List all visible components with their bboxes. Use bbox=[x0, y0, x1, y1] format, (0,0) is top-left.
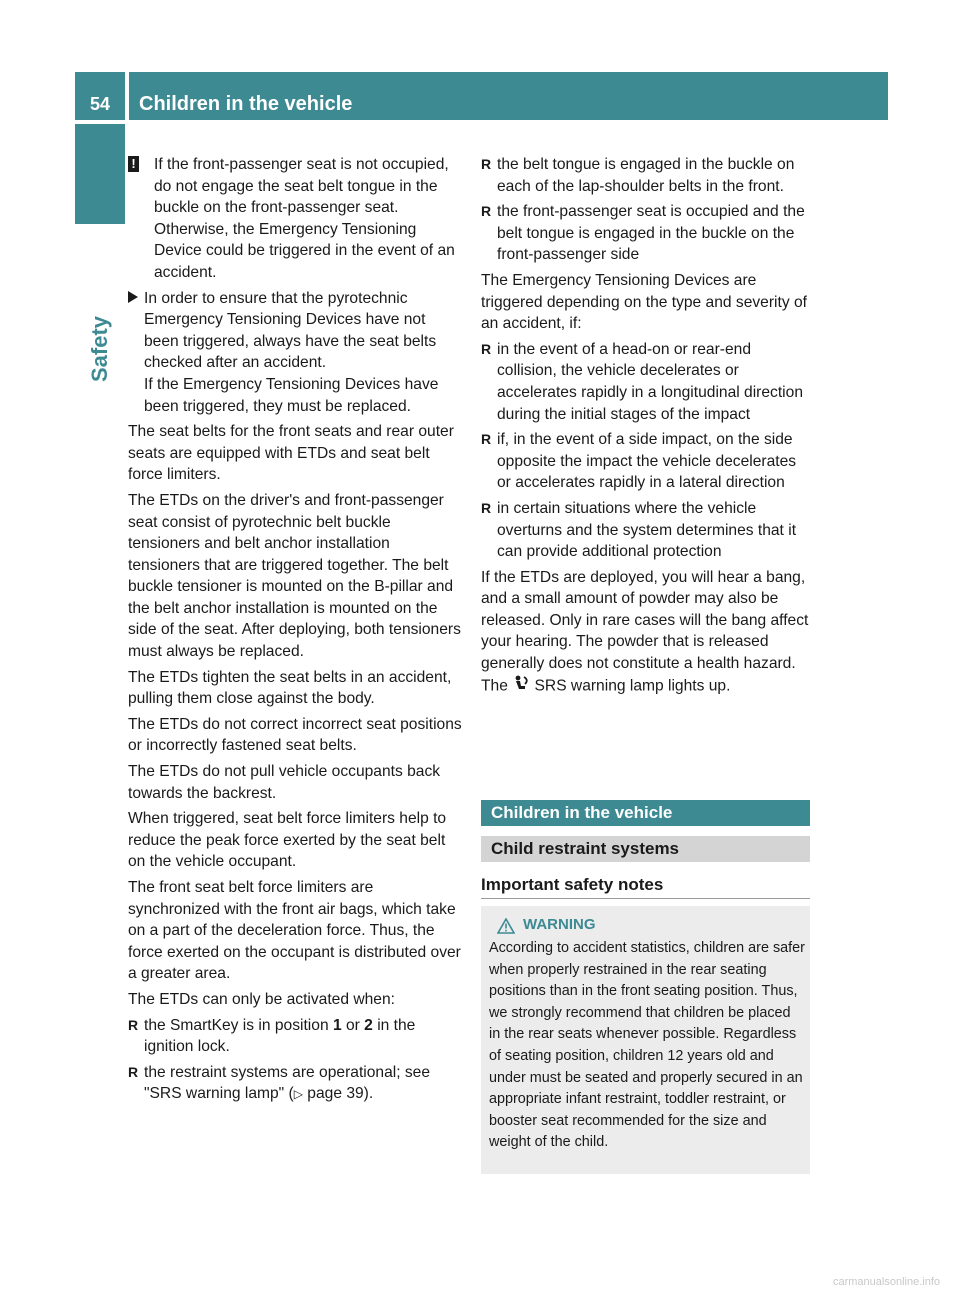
bullet-marker: R bbox=[481, 431, 492, 448]
list-item bbox=[481, 339, 814, 425]
bullet-text: in the event of a head-on or rear-end collision, the vehicle decelerates or accelerates rapidly in a longitudinal direction during the initial stages of the impact bbox=[497, 340, 803, 423]
paragraph bbox=[481, 567, 814, 698]
paragraph: The ETDs tighten the seat belts in an accident, pulling them close against the body. bbox=[128, 668, 452, 708]
page-header bbox=[75, 72, 888, 120]
bullet-marker: R bbox=[128, 1016, 139, 1033]
warning-box bbox=[481, 906, 810, 1174]
header-separator bbox=[125, 72, 129, 120]
paragraph: The front seat belt force limiters are synchronized with the front air bags, which take on a part of the deceleration force. Thus, the force exerted on the occupant is distributed over a greater area. bbox=[128, 879, 461, 983]
page-reference-arrow-icon: ▷ bbox=[293, 1087, 303, 1102]
watermark: carmanualsonline.info bbox=[832, 1276, 940, 1288]
warning-text: According to accident statistics, children are safer when properly restrained in the rear seating positions than in the front seating position. Thus, we strongly recommend that children be placed in the rear seats whenever possible. Regardless of seating position, children 12 years old and under must be seated and properly secured in an appropriate infant restraint, toddler restraint, or booster seat recommended for the size and weight of the child. bbox=[489, 940, 805, 1151]
list-item bbox=[481, 429, 814, 494]
step-text-2: If the Emergency Tensioning Devices have been triggered, they must be replaced. bbox=[144, 375, 439, 415]
subsection-heading-child-restraint: Child restraint systems bbox=[481, 836, 810, 862]
page-reference-link[interactable]: page 39). bbox=[302, 1085, 374, 1103]
bullet-marker: R bbox=[481, 340, 492, 357]
bullet-marker: R bbox=[481, 203, 492, 220]
bullet-marker: R bbox=[481, 499, 492, 516]
section-heading-children: Children in the vehicle bbox=[481, 800, 810, 826]
paragraph: The ETDs can only be activated when: bbox=[128, 990, 395, 1008]
bullet-text: in certain situations where the vehicle overturns and the system determines that it can provide additional protection bbox=[497, 499, 797, 561]
paragraph: The ETDs do not correct incorrect seat positions or incorrectly fastened seat belts. bbox=[128, 715, 462, 755]
paragraph: The seat belts for the front seats and rear outer seats are equipped with ETDs and seat belt force limiters. bbox=[128, 423, 454, 484]
paragraph-text: If the ETDs are deployed, you will hear a bang, and a small amount of powder may also be released. Only in rare cases will the bang affect your hearing. The powder that is released generally does not constitute a health hazard. The bbox=[481, 568, 809, 695]
warning-header bbox=[481, 914, 810, 936]
bullet-text: or bbox=[341, 1016, 365, 1034]
list-item bbox=[481, 201, 814, 266]
step-text-1: In order to ensure that the pyrotechnic Emergency Tensioning Devices have not been triggered, always have the seat belts checked after an accident. bbox=[144, 289, 437, 372]
bullet-marker: R bbox=[481, 156, 492, 172]
list-item bbox=[481, 498, 814, 563]
bullet-text: the SmartKey is in position bbox=[144, 1016, 333, 1034]
left-column bbox=[128, 154, 462, 1110]
side-section-label bbox=[79, 314, 121, 394]
bullet-text: the front-passenger seat is occupied and the belt tongue is engaged in the buckle on the front-passenger side bbox=[497, 203, 805, 264]
side-tab bbox=[75, 124, 125, 224]
bullet-marker: R bbox=[128, 1063, 139, 1080]
key-position-2: 2 bbox=[364, 1016, 373, 1034]
list-item bbox=[128, 1015, 462, 1058]
paragraph: The ETDs on the driver's and front-passenger seat consist of pyrotechnic belt buckle tensioners and belt anchor installation tensioners that are triggered together. The belt buckle tensioner is mounted on the B-pillar and the belt anchor installation is mounted on the side of the seat. After deploying, both tensioners must always be replaced. bbox=[128, 491, 461, 661]
paragraph: The ETDs do not pull vehicle occupants back towards the backrest. bbox=[128, 763, 441, 802]
step-marker-icon bbox=[128, 290, 138, 312]
paragraph: When triggered, seat belt force limiters help to reduce the peak force exerted by the seat belt on the vehicle occupant. bbox=[128, 810, 447, 871]
warning-triangle-icon bbox=[497, 918, 515, 934]
bullet-text: in the ignition lock. bbox=[144, 1016, 416, 1056]
key-position-1: 1 bbox=[332, 1016, 342, 1034]
page-number: 54 bbox=[89, 94, 111, 114]
note-text: If the front-passenger seat is not occupied, do not engage the seat belt tongue in the buckle on the front-passenger seat. Otherwise, the Emergency Tensioning Device could be triggered in the event of an accident. bbox=[154, 156, 455, 281]
side-label-text: Safety bbox=[87, 315, 112, 383]
right-column bbox=[481, 154, 814, 701]
bullet-text: the restraint systems are operational; see "SRS warning lamp" ( bbox=[144, 1063, 431, 1103]
paragraph-text: SRS warning lamp lights up. bbox=[530, 677, 731, 695]
note-exclamation-icon: ! bbox=[128, 156, 139, 172]
paragraph: The Emergency Tensioning Devices are triggered depending on the type and severity of an accident, if: bbox=[481, 271, 807, 333]
bullet-text: if, in the event of a side impact, on the side opposite the impact the vehicle decelerates or accelerates rapidly in a lateral direction bbox=[497, 431, 797, 492]
bullet-text: the belt tongue is engaged in the buckle on each of the lap-shoulder belts in the front. bbox=[497, 156, 795, 195]
srs-airbag-icon bbox=[512, 675, 530, 698]
note-block bbox=[128, 154, 462, 284]
list-item bbox=[481, 154, 814, 197]
warning-title: WARNING bbox=[523, 916, 596, 933]
list-item bbox=[128, 1062, 462, 1106]
instruction-step bbox=[128, 288, 462, 418]
page-title: Children in the vehicle bbox=[139, 93, 353, 115]
subheading-safety-notes: Important safety notes bbox=[481, 872, 810, 899]
